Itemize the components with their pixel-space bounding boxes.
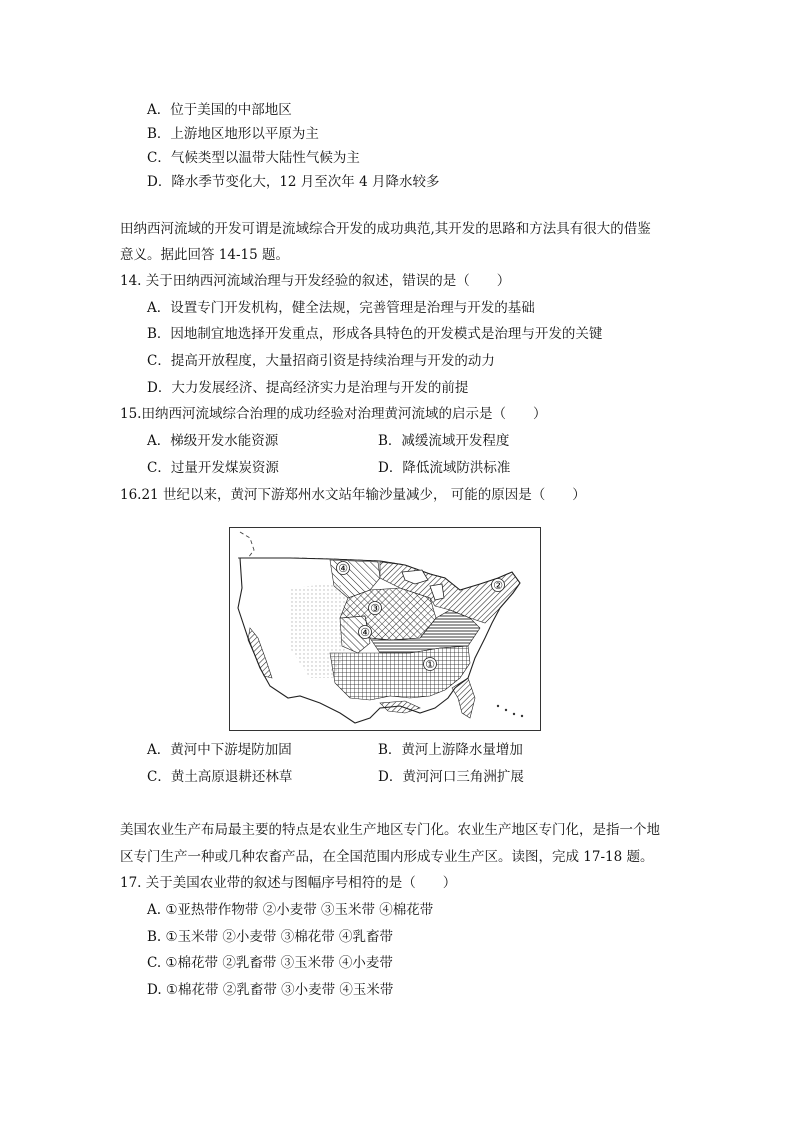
q14-stem: 14. 关于田纳西河流域治理与开发经验的叙述，错误的是（ ） bbox=[120, 273, 511, 289]
q15-option-d: D．降低流域防洪标准 bbox=[378, 460, 511, 476]
q15-option-a: A．梯级开发水能资源 bbox=[147, 433, 279, 449]
passage-tva-line-1: 田纳西河流域的开发可谓是流域综合开发的成功典范,其开发的思路和方法具有很大的借鉴 bbox=[120, 221, 651, 237]
q15-option-b: B．减缓流域开发程度 bbox=[378, 433, 510, 449]
q14-option-b: B．因地制宜地选择开发重点，形成各具特色的开发模式是治理与开发的关键 bbox=[147, 326, 603, 342]
q17-stem: 17. 关于美国农业带的叙述与图幅序号相符的是（ ） bbox=[120, 875, 457, 891]
q14-option-d: D．大力发展经济、提高经济实力是治理与开发的前提 bbox=[147, 380, 469, 396]
q15-option-c: C．过量开发煤炭资源 bbox=[147, 460, 279, 476]
passage-tva-line-2: 意义。据此回答 14-15 题。 bbox=[120, 247, 290, 263]
q17-option-d: D. ①棉花带 ②乳畜带 ③小麦带 ④玉米带 bbox=[147, 982, 394, 998]
us-map-svg bbox=[230, 528, 540, 730]
map-label-1: ① bbox=[425, 658, 435, 671]
q17-option-c: C. ①棉花带 ②乳畜带 ③玉米带 ④小麦带 bbox=[147, 955, 393, 971]
us-agriculture-map bbox=[229, 527, 541, 731]
q17-option-a: A. ①亚热带作物带 ②小麦带 ③玉米带 ④棉花带 bbox=[147, 902, 434, 918]
passage-agri-line-1: 美国农业生产布局最主要的特点是农业生产地区专门化。农业生产地区专门化，是指一个地 bbox=[120, 822, 660, 838]
map-label-2: ② bbox=[493, 579, 503, 592]
q13-option-a: A．位于美国的中部地区 bbox=[147, 102, 292, 118]
q16-option-a: A．黄河中下游堤防加固 bbox=[147, 742, 292, 758]
q16-option-b: B．黄河上游降水量增加 bbox=[378, 742, 523, 758]
q16-option-c: C．黄土高原退耕还林草 bbox=[147, 769, 293, 785]
q15-stem: 15.田纳西河流域综合治理的成功经验对治理黄河流域的启示是（ ） bbox=[120, 406, 547, 422]
q13-option-c: C．气候类型以温带大陆性气候为主 bbox=[147, 150, 360, 166]
map-label-4-south: ④ bbox=[360, 626, 370, 639]
q13-option-b: B．上游地区地形以平原为主 bbox=[147, 126, 319, 142]
map-label-4-north: ④ bbox=[338, 562, 348, 575]
q17-option-b: B. ①玉米带 ②小麦带 ③棉花带 ④乳畜带 bbox=[147, 929, 393, 945]
q13-option-d: D．降水季节变化大，12 月至次年 4 月降水较多 bbox=[147, 174, 440, 190]
q14-option-c: C．提高开放程度，大量招商引资是持续治理与开发的动力 bbox=[147, 353, 495, 369]
q16-stem: 16.21 世纪以来，黄河下游郑州水文站年输沙量减少， 可能的原因是（ ） bbox=[120, 487, 586, 503]
q14-option-a: A．设置专门开发机构，健全法规，完善管理是治理与开发的基础 bbox=[147, 300, 535, 316]
q16-option-d: D．黄河河口三角洲扩展 bbox=[378, 769, 524, 785]
map-label-3: ③ bbox=[370, 602, 380, 615]
passage-agri-line-2: 区专门生产一种或几种农畜产品，在全国范围内形成专业生产区。读图，完成 17-18 题。 bbox=[120, 849, 654, 865]
